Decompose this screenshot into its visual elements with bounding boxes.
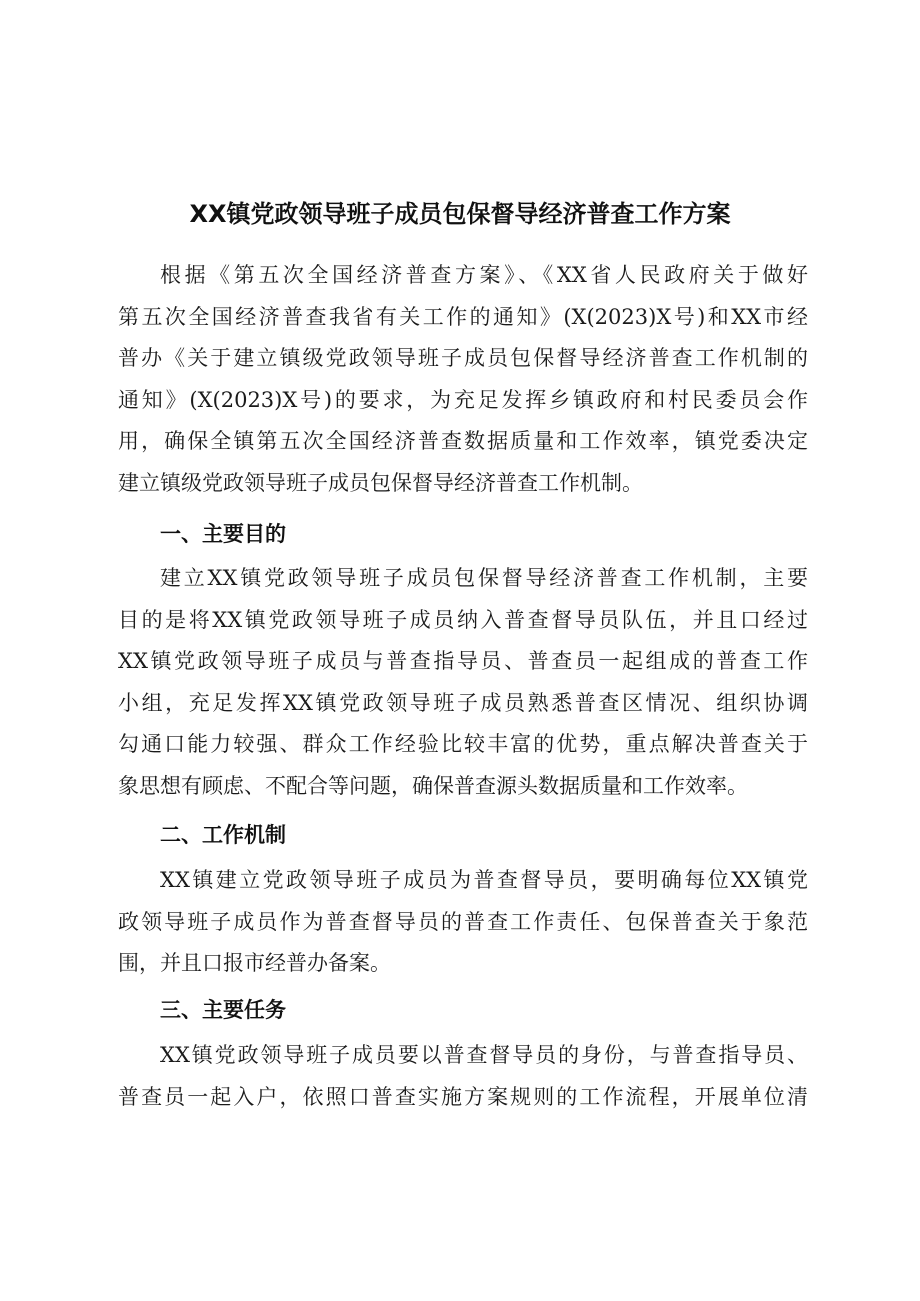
intro-paragraph <box>118 255 808 505</box>
paragraph-line: 象思想有顾虑、不配合等问题，确保普查源头数据质量和工作效率。 <box>118 773 748 798</box>
paragraph-line: 政领导班子成员作为普查督导员的普查工作责任、包保普查关于象范 <box>118 909 808 934</box>
section-paragraph <box>118 860 808 985</box>
section-heading: 三、主要任务 <box>160 998 286 1022</box>
paragraph-line: XX镇党政领导班子成员与普查指导员、普查员一起组成的普查工作 <box>118 649 808 674</box>
paragraph-line: 建立XX镇党政领导班子成员包保督导经济普查工作机制，主要 <box>160 566 808 590</box>
paragraph-line: 通知》(X(2023)X号)的要求，为充足发挥乡镇政府和村民委员会作 <box>118 387 808 412</box>
paragraph-line: 目的是将XX镇党政领导班子成员纳入普查督导员队伍，并且口经过 <box>118 607 808 632</box>
paragraph-line: 普查员一起入户，依照口普查实施方案规则的工作流程，开展单位清 <box>118 1084 808 1109</box>
paragraph-line: 围，并且口报市经普办备案。 <box>118 951 391 976</box>
paragraph-line: 勾通口能力较强、群众工作经验比较丰富的优势，重点解决普查关于 <box>118 732 808 757</box>
paragraph-line: 根据《第五次全国经济普查方案》、《XX省人民政府关于做好 <box>160 263 808 287</box>
section-paragraph <box>118 1035 808 1118</box>
paragraph-line: XX镇建立党政领导班子成员为普查督导员，要明确每位XX镇党 <box>160 868 808 892</box>
section-paragraph <box>118 558 808 808</box>
paragraph-line: 普办《关于建立镇级党政领导班子成员包保督导经济普查工作机制的 <box>118 346 808 371</box>
section-heading: 二、工作机制 <box>160 823 286 847</box>
section-heading: 一、主要目的 <box>160 522 286 546</box>
paragraph-line: 用，确保全镇第五次全国经济普查数据质量和工作效率，镇党委决定 <box>118 429 808 454</box>
paragraph-line: XX镇党政领导班子成员要以普查督导员的身份，与普查指导员、 <box>160 1043 808 1067</box>
paragraph-line: 小组，充足发挥XX镇党政领导班子成员熟悉普查区情况、组织协调 <box>118 690 808 715</box>
paragraph-line: 第五次全国经济普查我省有关工作的通知》(X(2023)X号)和XX市经 <box>118 304 808 329</box>
document-title: XX镇党政领导班子成员包保督导经济普查工作方案 <box>189 200 731 228</box>
paragraph-line: 建立镇级党政领导班子成员包保督导经济普查工作机制。 <box>118 470 643 495</box>
